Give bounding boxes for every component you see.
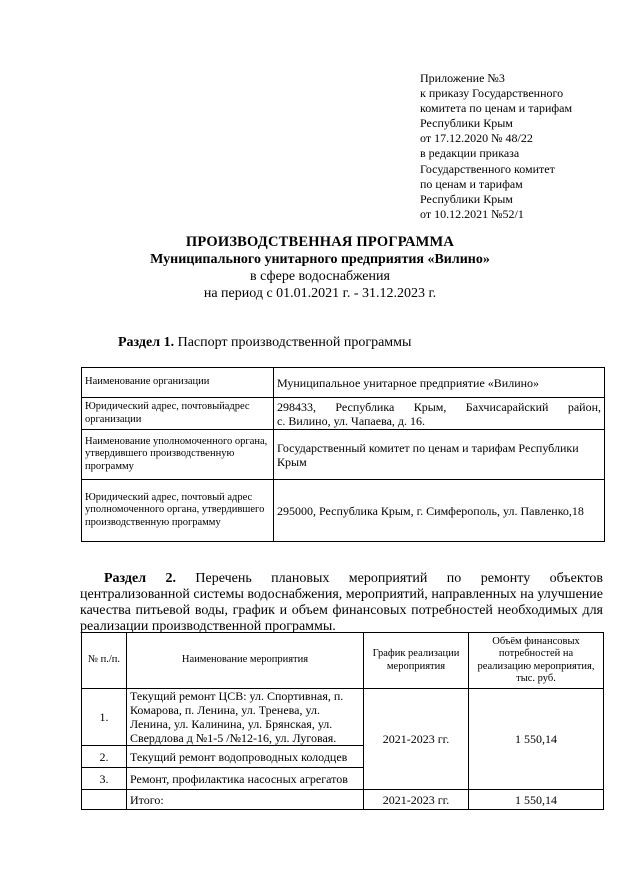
passport-value-line: 298433, Республика Крым, Бахчисарайский район, [277,399,601,414]
passport-value [274,398,605,430]
header-schedule: График реализации мероприятия [364,633,469,689]
total-num [82,790,127,810]
annex-line: в редакции приказа [420,146,520,161]
section-2-label: Раздел 2. [104,571,176,586]
table-row [82,398,605,430]
section-1-label: Раздел 1. [118,335,175,350]
header-name: Наименование мероприятия [127,633,364,689]
passport-table [81,367,605,542]
table-row [82,430,605,480]
section-2-heading [80,571,603,635]
row-num: 2. [82,746,127,768]
passport-label: Наименование уполномоченного органа, утвердившего производственную программу [82,430,274,480]
annex-line: комитета по ценам и тарифам [420,101,573,116]
annex-line: по ценам и тарифам [420,176,523,191]
header-volume: Объём финансовых потребностей на реализацию мероприятия, тыс. руб. [469,633,604,689]
title-line-1: ПРОИЗВОДСТВЕННАЯ ПРОГРАММА [185,234,455,250]
section-1-text: Паспорт производственной программы [174,335,412,350]
annex-line: Республики Крым [420,116,513,131]
passport-value: 295000, Республика Крым, г. Симферополь, ул. Павленко,18 [274,480,605,542]
table-row [82,480,605,542]
row-name: Текущий ремонт ЦСВ: ул. Спортивная, п. Комарова, п. Ленина, ул. Тренева, ул. Ленина, ул. Калинина, ул. Брянская, ул. Свердлова д №1-5 /№12-16, ул. Луговая. [127,689,364,746]
annex-line: к приказу Государственного [420,86,564,101]
table-row [82,368,605,398]
passport-value: Муниципальное унитарное предприятие «Вилино» [274,368,605,398]
table-total-row [82,790,604,810]
row-name: Ремонт, профилактика насосных агрегатов [127,768,364,790]
header-num: № п./п. [82,633,127,689]
row-name: Текущий ремонт водопроводных колодцев [127,746,364,768]
table-row [82,689,604,746]
passport-value: Государственный комитет по ценам и тарифам Республики Крым [274,430,605,480]
title-line-2: Муниципального унитарного предприятия «Вилино» [150,252,490,267]
events-table [81,632,604,810]
section-2-text: Перечень плановых мероприятий по ремонту объектов централизованной системы водоснабжения, мероприятий, направленных на улучшение качества питьевой воды, график и объем финансовых потребностей необходимых для реализации производственной программы. [80,571,603,634]
annex-line: Приложение №3 [420,71,505,85]
title-line-4: на период с 01.01.2021 г. - 31.12.2023 г. [203,286,437,301]
annex-line: Государственного комитет [420,161,555,176]
title-line-3: в сфере водоснабжения [250,269,390,284]
annex-header [420,71,630,222]
passport-label: Юридический адрес, почтовыйадрес организации [82,398,274,430]
annex-line: от 17.12.2020 № 48/22 [420,131,533,146]
document-title [0,234,640,302]
annex-line: Республики Крым [420,191,513,206]
row-num: 3. [82,768,127,790]
total-schedule: 2021-2023 гг. [364,790,469,810]
row-num: 1. [82,689,127,746]
section-1-heading [118,334,411,351]
table-header-row [82,633,604,689]
annex-line: от 10.12.2021 №52/1 [420,206,524,221]
passport-label: Юридический адрес, почтовый адрес уполномоченного органа, утвердившего производственную программу [82,480,274,542]
total-volume: 1 550,14 [469,790,604,810]
passport-value-line: с. Вилино, ул. Чапаева, д. 16. [277,413,426,428]
row-volume: 1 550,14 [469,689,604,790]
total-label: Итого: [127,790,364,810]
row-schedule: 2021-2023 гг. [364,689,469,790]
passport-label: Наименование организации [82,368,274,398]
